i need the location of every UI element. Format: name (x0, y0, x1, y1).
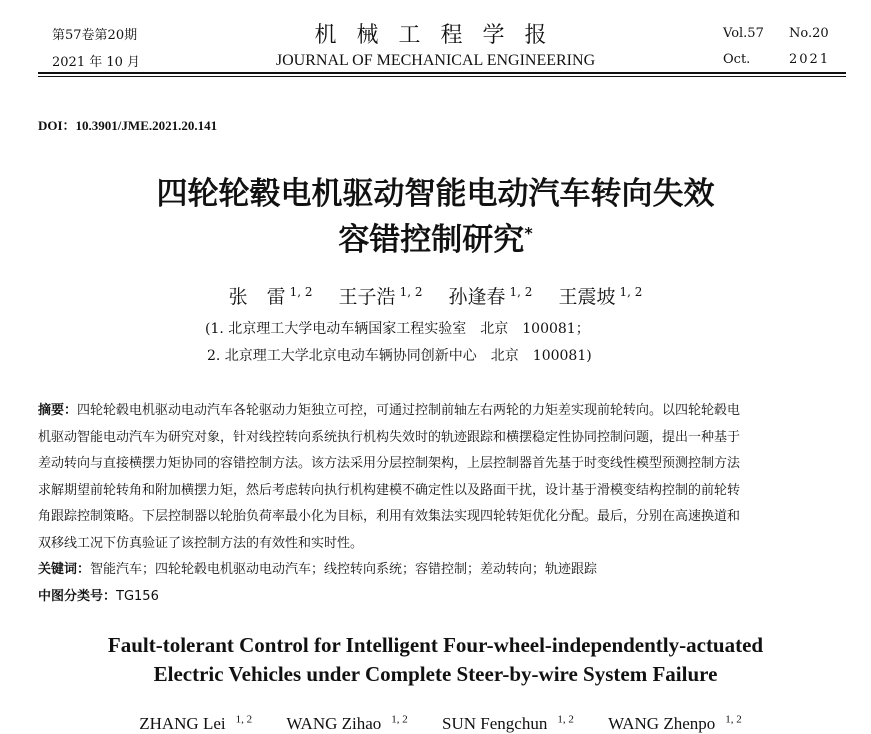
affiliation-2: 2. 北京理工大学北京电动车辆协同创新中心 北京 100081) (207, 348, 592, 364)
header-date-cn: 2021 年 10 月 (52, 55, 141, 70)
abstract-line: 角跟踪控制策略。下层控制器以轮胎负荷率最小化为目标，利用有效集法实现四轮转矩优化分配。最后，分别在高速换道和 (38, 509, 741, 524)
author-4: 王震坡 $^{1, 2}$ (558, 284, 643, 308)
author-list (0, 282, 871, 309)
title-cn-line1: 四轮轮毂电机驱动智能电动汽车转向失效 (156, 176, 715, 212)
author-en-2: WANG Zihao $^{1, 2}$ (286, 713, 408, 733)
abstract-line: 机驱动智能电动汽车为研究对象，针对线控转向系统执行机构失效时的轨迹跟踪和横摆稳定性协同控制问题，提出一种基于 (38, 429, 741, 445)
author-en-4: WANG Zhenpo $^{1, 2}$ (608, 713, 742, 733)
abstract-line: 求解期望前轮转角和附加横摆力矩，然后考虑转向执行机构建模不确定性以及路面干扰，设计基于滑模变结构控制的前轮转 (38, 482, 741, 498)
abstract (38, 398, 846, 557)
title-cn-line2: 容错控制研究* (338, 222, 533, 258)
author-en-1: ZHANG Lei $^{1, 2}$ (139, 713, 253, 733)
classification (38, 585, 159, 604)
abstract-line: 差动转向与直接横摆力矩协同的容错控制方法。该方法采用分层控制架构，上层控制器首先基于时变线性模型预测控制方法 (38, 456, 741, 471)
classification-code: TG156 (116, 589, 159, 604)
title-en-line1: Fault-tolerant Control for Intelligent Four-wheel-independently-actuated (107, 633, 764, 657)
keywords-text: 智能汽车；四轮轮毂电机驱动电动汽车；线控转向系统；容错控制；差动转向；轨迹跟踪 (90, 562, 598, 577)
author-list-en (0, 713, 871, 734)
title-en-line2: Electric Vehicles under Complete Steer-by-wire System Failure (153, 662, 718, 686)
author-3: 孙逢春 $^{1, 2}$ (448, 284, 533, 308)
header-number-en: No.20 (789, 26, 829, 41)
keywords-label: 关键词： (38, 562, 91, 577)
header-volume-cn: 第57卷第20期 (52, 28, 138, 43)
keywords (38, 558, 597, 577)
author-en-3: SUN Fengchun $^{1, 2}$ (442, 713, 574, 733)
header-volume-en: Vol.57 (723, 26, 764, 41)
journal-title-en: JOURNAL OF MECHANICAL ENGINEERING (275, 52, 596, 69)
header-rule-thick (38, 72, 846, 74)
abstract-line: 双移线工况下仿真验证了该控制方法的有效性和实时性。 (38, 535, 364, 551)
header-month-en: Oct. (723, 52, 751, 67)
abstract-line: 摘要：四轮轮毂电机驱动电动汽车各轮驱动力矩独立可控，可通过控制前轴左右两轮的力矩差实现前轮转向。以四轮轮毂电 (38, 403, 741, 418)
title-footnote-mark: * (524, 223, 533, 243)
header-rule-thin (38, 76, 846, 77)
author-2: 王子浩 $^{1, 2}$ (338, 284, 423, 308)
doi: DOI：10.3901/JME.2021.20.141 (38, 118, 218, 133)
classification-label: 中图分类号： (38, 589, 117, 604)
abstract-label: 摘要： (38, 403, 78, 418)
journal-title-cn: 机械工程学报 (314, 23, 567, 48)
affiliation-1: (1. 北京理工大学电动车辆国家工程实验室 北京 100081； (205, 321, 590, 337)
header-year-en: 2021 (789, 52, 831, 67)
author-1: 张 雷 $^{1, 2}$ (228, 284, 313, 308)
